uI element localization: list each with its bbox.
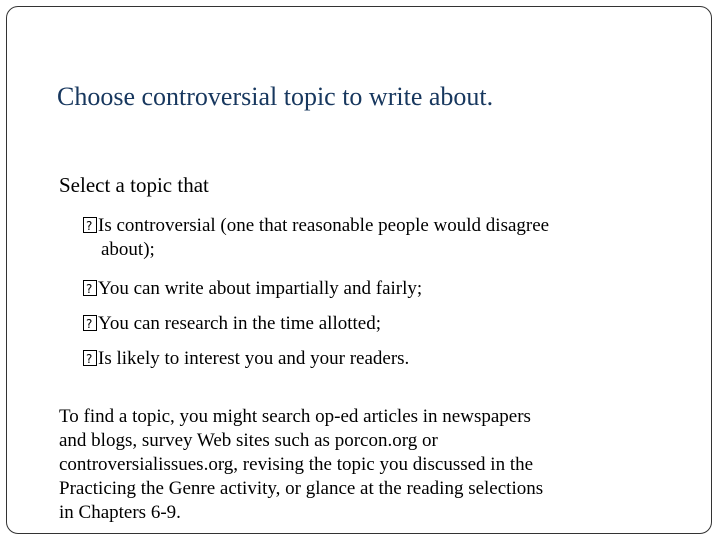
slide-title: Choose controversial topic to write about. [57, 82, 494, 111]
paragraph-line: controversialissues.org, revising the topic you discussed in the [59, 454, 534, 475]
slide-frame [6, 6, 712, 534]
bullet-box-icon [83, 280, 97, 296]
bullet-item [83, 277, 683, 301]
paragraph-line: in Chapters 6-9. [59, 502, 181, 523]
bullet-item [83, 347, 683, 371]
bullet-text-continued: about); [101, 239, 155, 260]
bullet-text: You can write about impartially and fairly; [98, 278, 423, 299]
paragraph-line: Practicing the Genre activity, or glance at the reading selections [59, 478, 544, 499]
body-paragraph [59, 405, 679, 525]
bullet-text: Is controversial (one that reasonable people would disagree [98, 215, 550, 236]
intro-text: Select a topic that [59, 173, 209, 197]
paragraph-line: To find a topic, you might search op-ed articles in newspapers [59, 406, 531, 427]
bullet-box-icon [83, 350, 97, 366]
bullet-box-icon [83, 315, 97, 331]
bullet-box-icon [83, 217, 97, 233]
bullet-item [83, 214, 683, 262]
bullet-text: You can research in the time allotted; [98, 313, 381, 334]
paragraph-line: and blogs, survey Web sites such as porcon.org or [59, 430, 438, 451]
bullet-text: Is likely to interest you and your readers. [98, 348, 410, 369]
bullet-item [83, 312, 683, 336]
